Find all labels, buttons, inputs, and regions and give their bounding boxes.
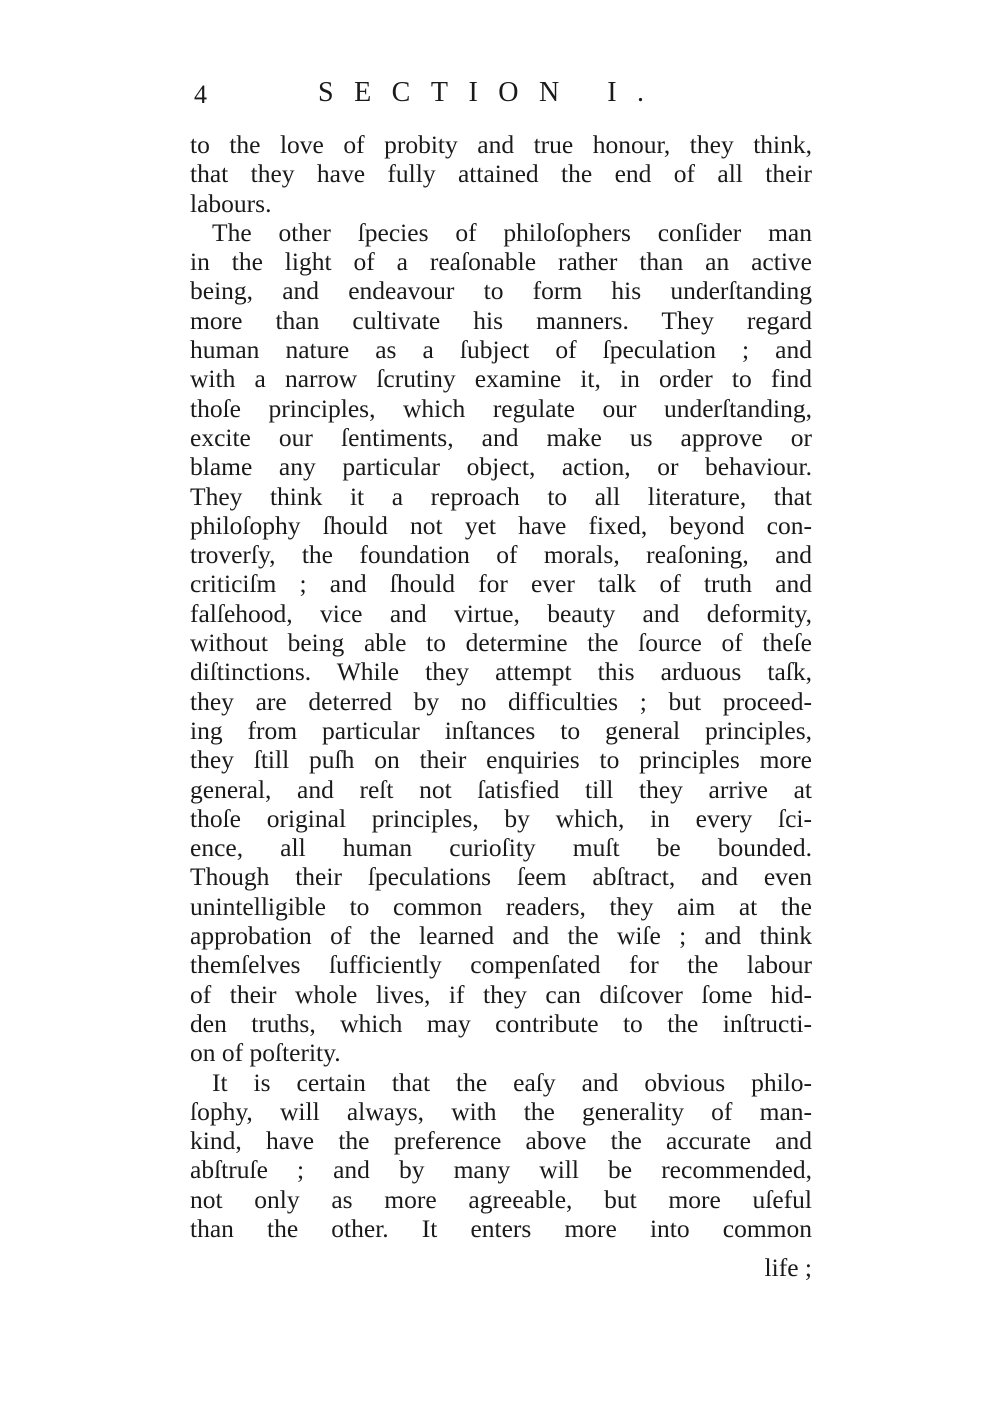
text-line: of their whole lives, if they can diſcover ſome hid-: [190, 979, 812, 1009]
page-number: 4: [194, 80, 207, 109]
text-line: ing from particular inſtances to general principles,: [190, 715, 812, 745]
text-line: they ſtill puſh on their enquiries to principles more: [190, 745, 812, 775]
text-line: The other ſpecies of philoſophers conſider man: [212, 217, 812, 247]
text-line: they are deterred by no difficulties ; but proceed-: [190, 686, 812, 716]
text-line: in the light of a reaſonable rather than an active: [190, 247, 812, 277]
text-line: than the other. It enters more into common: [190, 1213, 812, 1243]
text-line: criticiſm ; and ſhould for ever talk of truth and: [190, 569, 812, 599]
text-line: being, and endeavour to form his underſtanding: [190, 276, 812, 306]
text-line: troverſy, the foundation of morals, reaſoning, and: [190, 540, 812, 570]
text-line: human nature as a ſubject of ſpeculation ; and: [190, 335, 812, 365]
text-line: falſehood, vice and virtue, beauty and deformity,: [190, 598, 812, 628]
text-line: Though their ſpeculations ſeem abſtract, and even: [190, 862, 812, 892]
text-line: den truths, which may contribute to the inſtructi-: [190, 1008, 812, 1038]
paragraph: [190, 218, 812, 1068]
text-line: approbation of the learned and the wiſe ; and think: [190, 921, 812, 951]
paragraph: [190, 1068, 812, 1244]
paragraph: [190, 130, 812, 218]
text-line: with a narrow ſcrutiny examine it, in order to find: [190, 364, 812, 394]
body-text: [190, 130, 812, 1243]
text-line: more than cultivate his manners. They regard: [190, 305, 812, 335]
text-line: labours.: [190, 188, 272, 218]
text-line: blame any particular object, action, or behaviour.: [190, 452, 812, 482]
text-line: It is certain that the eaſy and obvious philo-: [212, 1067, 812, 1097]
text-line: that they have fully attained the end of all their: [190, 159, 812, 189]
running-head: [190, 76, 812, 110]
text-line: They think it a reproach to all literature, that: [190, 481, 812, 511]
text-line: to the love of probity and true honour, they think,: [190, 130, 812, 159]
text-line: unintelligible to common readers, they aim at the: [190, 891, 812, 921]
text-line: abſtruſe ; and by many will be recommended,: [190, 1155, 812, 1185]
text-line: not only as more agreeable, but more uſeful: [190, 1184, 812, 1214]
catchword: life ;: [764, 1253, 812, 1282]
text-line: philoſophy ſhould not yet have fixed, beyond con-: [190, 510, 812, 540]
text-line: ſophy, will always, with the generality of man-: [190, 1096, 812, 1126]
text-line: thoſe principles, which regulate our underſtanding,: [190, 393, 812, 423]
text-line: general, and reſt not ſatisfied till they arrive at: [190, 774, 812, 804]
section-title: SECTION I.: [318, 77, 665, 108]
text-line: diſtinctions. While they attempt this arduous taſk,: [190, 657, 812, 687]
text-line: themſelves ſufficiently compenſated for the labour: [190, 950, 812, 980]
text-line: ence, all human curioſity muſt be bounded.: [190, 833, 812, 863]
text-line: kind, have the preference above the accurate and: [190, 1126, 812, 1156]
text-line: without being able to determine the ſource of theſe: [190, 628, 812, 658]
text-line: thoſe original principles, by which, in every ſci-: [190, 803, 812, 833]
text-line: on of poſterity.: [190, 1038, 341, 1068]
text-line: excite our ſentiments, and make us approve or: [190, 422, 812, 452]
